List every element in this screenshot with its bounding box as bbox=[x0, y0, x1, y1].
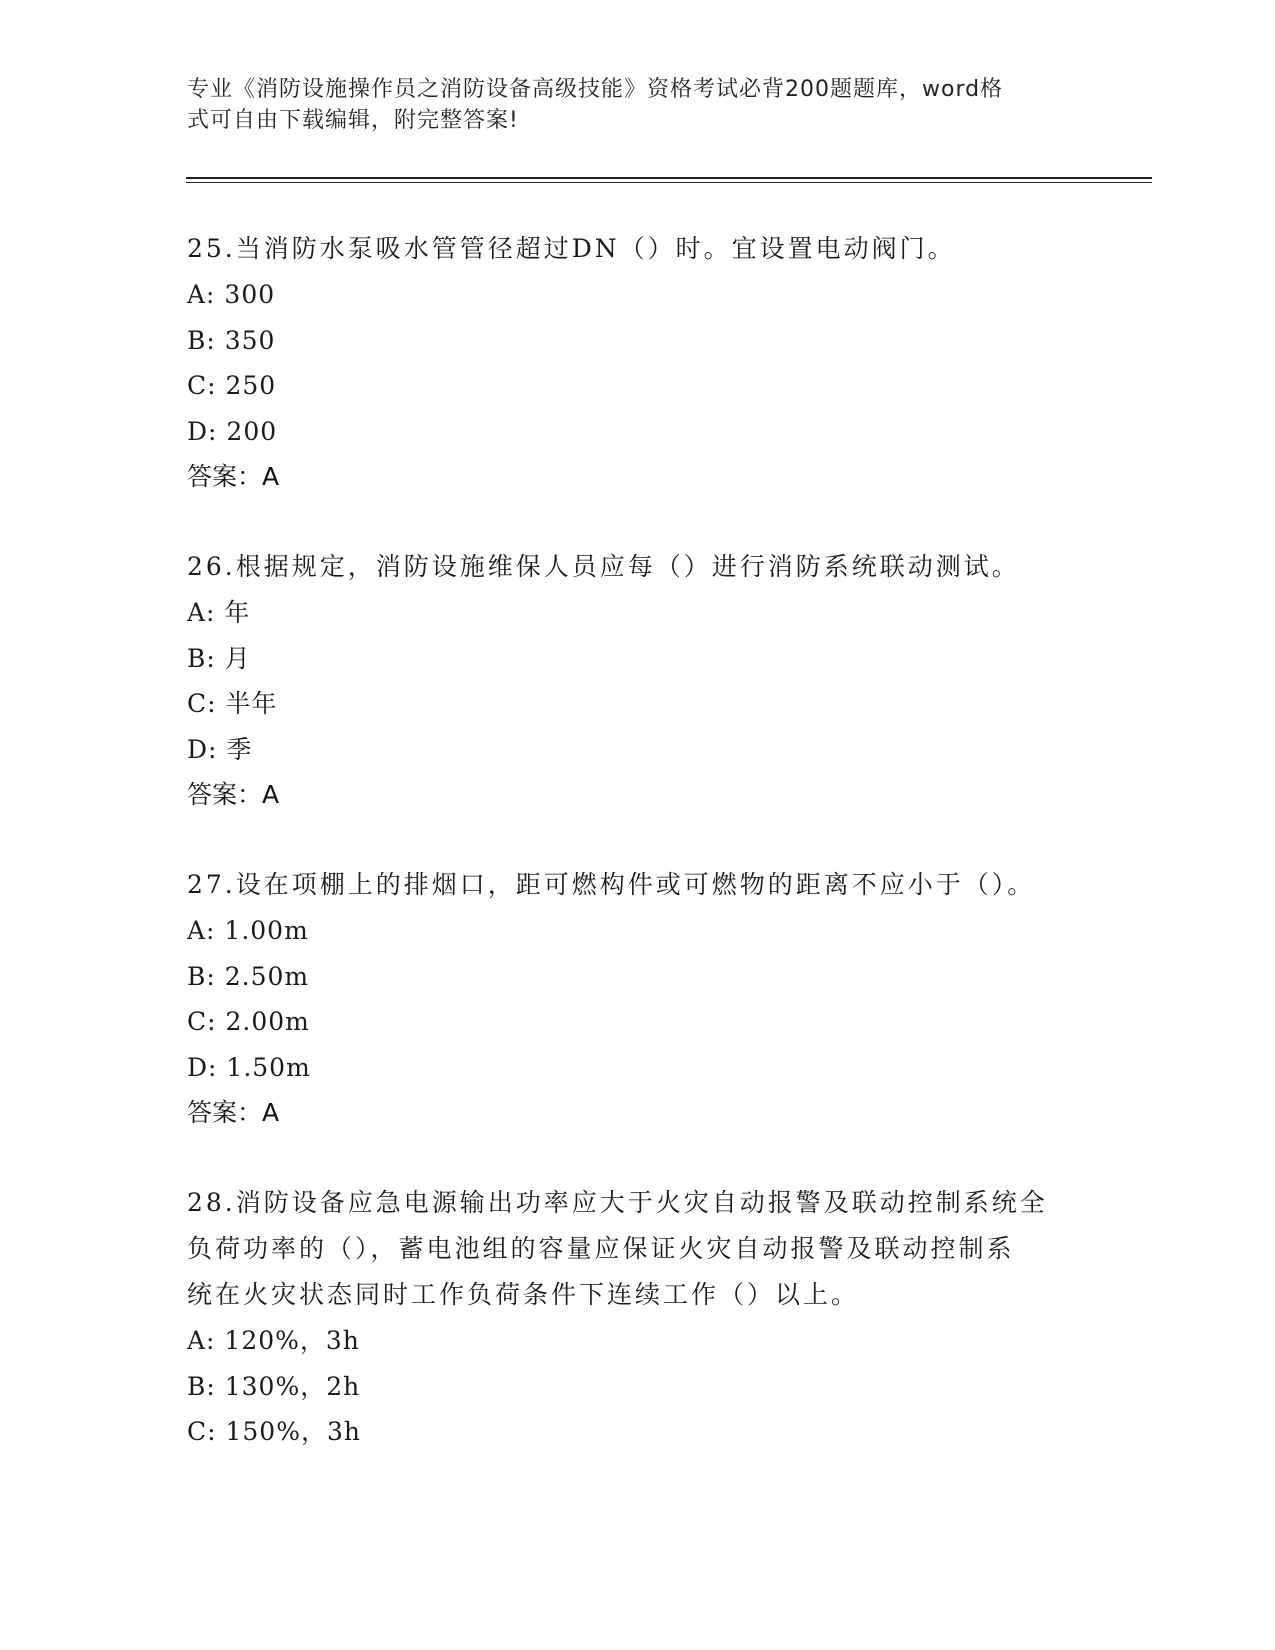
option-a: A: 120%，3h bbox=[187, 1326, 360, 1355]
question-stem: 26.根据规定，消防设施维保人员应每（）进行消防系统联动测试。 bbox=[187, 552, 1020, 581]
option-b: B: 350 bbox=[187, 325, 276, 355]
option-b: B: 2.50m bbox=[187, 961, 310, 991]
option-b: B: 130%，2h bbox=[187, 1371, 361, 1401]
question-stem-line-2: 负荷功率的（），蓄电池组的容量应保证火灾自动报警及联动控制系 bbox=[187, 1234, 1015, 1263]
option-c: C: 150%，3h bbox=[187, 1417, 361, 1446]
option-d: D: 200 bbox=[187, 416, 278, 446]
header-divider-thin bbox=[186, 182, 1152, 183]
document-header bbox=[187, 74, 1087, 136]
option-a: A: 300 bbox=[187, 280, 276, 309]
option-c: C: 250 bbox=[187, 371, 277, 400]
option-d: D: 季 bbox=[187, 734, 253, 764]
question-stem: 25.当消防水泵吸水管管径超过DN（）时。宜设置电动阀门。 bbox=[187, 234, 956, 263]
header-line-1: 专业《消防设施操作员之消防设备高级技能》资格考试必背200题题库，word格 bbox=[187, 77, 1004, 102]
answer-label: 答案：A bbox=[187, 780, 280, 809]
option-d: D: 1.50m bbox=[187, 1052, 311, 1082]
question-stem: 27.设在项棚上的排烟口，距可燃构件或可燃物的距离不应小于（）。 bbox=[187, 870, 1036, 899]
option-a: A: 年 bbox=[187, 598, 251, 627]
question-26 bbox=[187, 544, 1087, 818]
header-line-2: 式可自由下载编辑，附完整答案! bbox=[187, 108, 519, 133]
option-b: B: 月 bbox=[187, 643, 251, 673]
question-28 bbox=[187, 1180, 1087, 1455]
question-25 bbox=[187, 226, 1087, 500]
option-c: C: 半年 bbox=[187, 689, 278, 718]
answer-label: 答案：A bbox=[187, 1098, 280, 1127]
question-27 bbox=[187, 862, 1087, 1136]
question-stem-line-3: 统在火灾状态同时工作负荷条件下连续工作（）以上。 bbox=[187, 1280, 860, 1309]
option-c: C: 2.00m bbox=[187, 1007, 310, 1036]
question-stem-line-1: 28.消防设备应急电源输出功率应大于火灾自动报警及联动控制系统全 bbox=[187, 1188, 1048, 1217]
option-a: A: 1.00m bbox=[187, 916, 309, 945]
header-divider-thick bbox=[186, 177, 1152, 179]
answer-label: 答案：A bbox=[187, 462, 280, 491]
